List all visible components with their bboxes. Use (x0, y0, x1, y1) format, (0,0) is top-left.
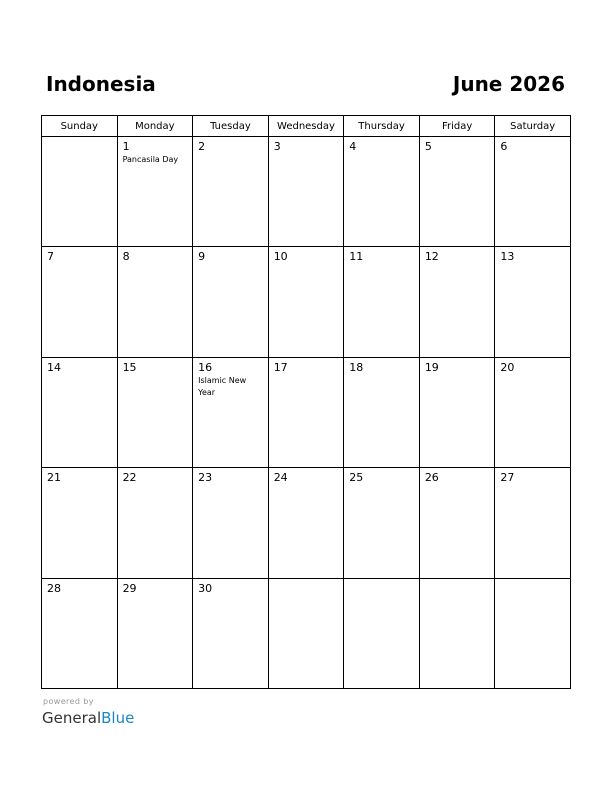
weekday-thursday: Thursday (344, 116, 420, 137)
weekday-tuesday: Tuesday (193, 116, 269, 137)
month-year-title: June 2026 (452, 72, 565, 96)
day-number: 20 (500, 360, 515, 374)
holiday-label: Islamic New Year (198, 375, 247, 397)
day-cell-4 (344, 137, 420, 247)
day-cell-10 (268, 247, 344, 357)
day-cell-7 (42, 247, 118, 357)
day-cell-20 (495, 357, 571, 467)
holiday-label: Pancasila Day (122, 155, 179, 164)
day-cell-23 (193, 468, 269, 578)
calendar-body (42, 137, 571, 689)
week-row (42, 357, 571, 467)
day-number: 22 (122, 471, 137, 485)
day-cell-12 (419, 247, 495, 357)
week-row (42, 578, 571, 688)
day-number: 17 (273, 360, 288, 374)
empty-day-cell (42, 137, 118, 247)
weekday-wednesday: Wednesday (268, 116, 344, 137)
weekday-saturday: Saturday (495, 116, 571, 137)
day-cell-24 (268, 468, 344, 578)
weekday-row (42, 116, 571, 137)
day-cell-19 (419, 357, 495, 467)
week-row (42, 468, 571, 578)
day-cell-2 (193, 137, 269, 247)
day-number: 13 (500, 250, 515, 264)
week-row (42, 137, 571, 247)
day-number: 3 (273, 140, 281, 153)
day-cell-1 (117, 137, 193, 247)
calendar-grid (41, 115, 571, 689)
day-number: 25 (349, 471, 364, 485)
day-number: 11 (349, 250, 364, 264)
brand-blue-text: Blue (101, 709, 135, 727)
day-number: 5 (424, 140, 432, 153)
weekday-monday: Monday (117, 116, 193, 137)
day-cell-28 (42, 578, 118, 688)
day-number: 24 (273, 471, 288, 485)
day-number: 1 (122, 140, 130, 153)
day-cell-15 (117, 357, 193, 467)
day-number: 6 (500, 140, 508, 153)
weekday-sunday: Sunday (42, 116, 118, 137)
day-number: 19 (424, 360, 439, 374)
day-cell-9 (193, 247, 269, 357)
footer (42, 697, 134, 728)
day-number: 7 (47, 250, 54, 264)
generalblue-logo[interactable] (42, 708, 134, 728)
day-number: 14 (47, 360, 61, 374)
day-number: 26 (424, 471, 439, 485)
day-number: 23 (198, 471, 213, 485)
day-number: 12 (424, 250, 439, 264)
day-cell-3 (268, 137, 344, 247)
country-title: Indonesia (46, 72, 156, 96)
day-cell-29 (117, 578, 193, 688)
day-cell-13 (495, 247, 571, 357)
day-cell-27 (495, 468, 571, 578)
day-number: 18 (349, 360, 364, 374)
day-cell-17 (268, 357, 344, 467)
empty-day-cell (268, 578, 344, 688)
day-cell-21 (42, 468, 118, 578)
week-row (42, 247, 571, 357)
day-number: 8 (122, 250, 130, 264)
day-number: 29 (122, 581, 137, 595)
day-number: 15 (122, 360, 137, 374)
day-number: 30 (198, 581, 213, 595)
day-number: 9 (198, 250, 206, 264)
day-number: 10 (273, 250, 288, 264)
day-cell-14 (42, 357, 118, 467)
day-cell-26 (419, 468, 495, 578)
day-number: 4 (349, 140, 357, 153)
day-cell-22 (117, 468, 193, 578)
brand-general-text: General (42, 709, 102, 727)
powered-by-text: powered by (43, 697, 94, 706)
day-number: 2 (198, 140, 206, 153)
empty-day-cell (344, 578, 420, 688)
empty-day-cell (419, 578, 495, 688)
day-cell-30 (193, 578, 269, 688)
day-number: 27 (500, 471, 515, 485)
empty-day-cell (495, 578, 571, 688)
weekday-friday: Friday (419, 116, 495, 137)
weekday-header (42, 116, 571, 137)
day-cell-8 (117, 247, 193, 357)
day-cell-16 (193, 357, 269, 467)
day-number: 28 (47, 581, 61, 595)
day-number: 21 (47, 471, 61, 485)
day-cell-5 (419, 137, 495, 247)
day-number: 16 (198, 360, 213, 374)
day-cell-11 (344, 247, 420, 357)
day-cell-25 (344, 468, 420, 578)
day-cell-6 (495, 137, 571, 247)
day-cell-18 (344, 357, 420, 467)
